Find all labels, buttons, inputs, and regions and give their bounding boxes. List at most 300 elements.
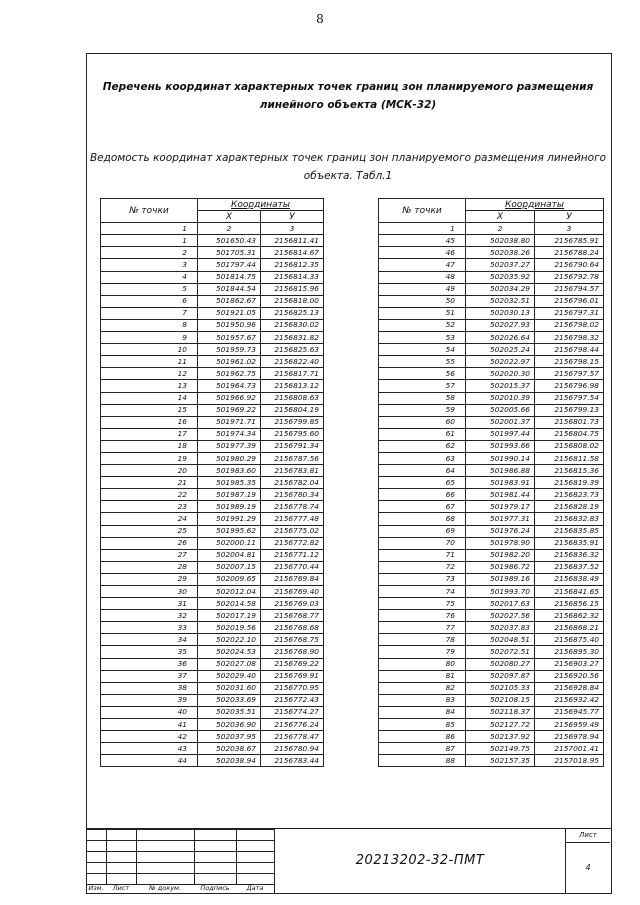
header-x: Х: [466, 211, 535, 223]
coordinates-table-right: [378, 198, 604, 767]
header-col-2: 2: [198, 223, 261, 235]
y-coordinate-cell: 2156804.19: [261, 404, 324, 416]
x-coordinate-cell: 502035.51: [198, 706, 261, 718]
y-coordinate-cell: 2156790.64: [535, 259, 604, 271]
y-coordinate-cell: 2156817.71: [261, 368, 324, 380]
header-col-1: 1: [101, 223, 198, 235]
table-row: [101, 755, 324, 767]
y-coordinate-cell: 2156868.21: [535, 622, 604, 634]
table-row: [101, 295, 324, 307]
point-number-cell: 63: [379, 452, 466, 464]
table-row: [379, 646, 604, 658]
point-number-cell: 69: [379, 525, 466, 537]
y-coordinate-cell: 2156815.96: [261, 283, 324, 295]
table-row: [379, 731, 604, 743]
x-coordinate-cell: 502127.72: [466, 719, 535, 731]
title-block-grid: [86, 829, 275, 885]
y-coordinate-cell: 2156862.32: [535, 610, 604, 622]
x-coordinate-cell: 502009.65: [198, 573, 261, 585]
table-row: [379, 525, 604, 537]
point-number-cell: 24: [101, 513, 198, 525]
coordinates-table-left: [100, 198, 324, 767]
table-row: [379, 549, 604, 561]
point-number-cell: 17: [101, 428, 198, 440]
y-coordinate-cell: 2156769.91: [261, 670, 324, 682]
table-row: [379, 561, 604, 573]
x-coordinate-cell: 502027.56: [466, 610, 535, 622]
table-row: [101, 622, 324, 634]
table-row: [379, 573, 604, 585]
point-number-cell: 25: [101, 525, 198, 537]
x-coordinate-cell: 502022.10: [198, 634, 261, 646]
y-coordinate-cell: 2156796.98: [535, 380, 604, 392]
table-row: [379, 586, 604, 598]
table-row: [101, 465, 324, 477]
point-number-cell: 76: [379, 610, 466, 622]
y-coordinate-cell: 2156811.58: [535, 452, 604, 464]
x-coordinate-cell: 501966.92: [198, 392, 261, 404]
table-row: [101, 573, 324, 585]
point-number-cell: 46: [379, 247, 466, 259]
x-coordinate-cell: 502048.51: [466, 634, 535, 646]
table-row: [101, 259, 324, 271]
point-number-cell: 21: [101, 477, 198, 489]
x-coordinate-cell: 501982.20: [466, 549, 535, 561]
point-number-cell: 37: [101, 670, 198, 682]
y-coordinate-cell: 2156768.90: [261, 646, 324, 658]
point-number-cell: 45: [379, 235, 466, 247]
point-number-cell: 49: [379, 283, 466, 295]
point-number-cell: 85: [379, 719, 466, 731]
header-col-3: 3: [535, 223, 604, 235]
table-row: [101, 731, 324, 743]
x-coordinate-cell: 501862.67: [198, 295, 261, 307]
y-coordinate-cell: 2157001.41: [535, 743, 604, 755]
table-row: [101, 586, 324, 598]
table-row: [101, 332, 324, 344]
x-coordinate-cell: 501971.71: [198, 416, 261, 428]
table-row: [379, 440, 604, 452]
point-number-cell: 33: [101, 622, 198, 634]
point-number-cell: 10: [101, 344, 198, 356]
y-coordinate-cell: 2156798.02: [535, 319, 604, 331]
table-row: [101, 646, 324, 658]
point-number-cell: 27: [101, 549, 198, 561]
point-number-cell: 68: [379, 513, 466, 525]
y-coordinate-cell: 2156814.67: [261, 247, 324, 259]
y-coordinate-cell: 2156776.24: [261, 719, 324, 731]
point-number-cell: 87: [379, 743, 466, 755]
point-number-cell: 31: [101, 598, 198, 610]
x-coordinate-cell: 502004.81: [198, 549, 261, 561]
point-number-cell: 66: [379, 489, 466, 501]
y-coordinate-cell: 2156808.02: [535, 440, 604, 452]
x-coordinate-cell: 501961.02: [198, 356, 261, 368]
x-coordinate-cell: 502001.37: [466, 416, 535, 428]
point-number-cell: 67: [379, 501, 466, 513]
point-number-cell: 3: [101, 259, 198, 271]
point-number-cell: 8: [101, 319, 198, 331]
point-number-cell: 59: [379, 404, 466, 416]
x-coordinate-cell: 502033.69: [198, 694, 261, 706]
point-number-cell: 83: [379, 694, 466, 706]
x-coordinate-cell: 501986.88: [466, 465, 535, 477]
table-row: [379, 332, 604, 344]
y-coordinate-cell: 2156812.35: [261, 259, 324, 271]
table-row: [379, 319, 604, 331]
x-coordinate-cell: 502032.51: [466, 295, 535, 307]
point-number-cell: 78: [379, 634, 466, 646]
x-coordinate-cell: 501959.73: [198, 344, 261, 356]
point-number-cell: 70: [379, 537, 466, 549]
y-coordinate-cell: 2156783.44: [261, 755, 324, 767]
x-coordinate-cell: 501969.22: [198, 404, 261, 416]
point-number-cell: 57: [379, 380, 466, 392]
table-row: [379, 537, 604, 549]
x-coordinate-cell: 502017.63: [466, 598, 535, 610]
y-coordinate-cell: 2156768.75: [261, 634, 324, 646]
y-coordinate-cell: 2156841.65: [535, 586, 604, 598]
x-coordinate-cell: 501974.34: [198, 428, 261, 440]
table-row: [379, 610, 604, 622]
point-number-cell: 48: [379, 271, 466, 283]
y-coordinate-cell: 2156959.49: [535, 719, 604, 731]
table-row: [379, 706, 604, 718]
table-row: [101, 380, 324, 392]
y-coordinate-cell: 2156783.81: [261, 465, 324, 477]
table-row: [101, 344, 324, 356]
table-row: [379, 501, 604, 513]
y-coordinate-cell: 2156932.42: [535, 694, 604, 706]
y-coordinate-cell: 2156813.12: [261, 380, 324, 392]
point-number-cell: 28: [101, 561, 198, 573]
header-point-no: № точки: [101, 199, 198, 223]
y-coordinate-cell: 2156768.68: [261, 622, 324, 634]
table-row: [101, 719, 324, 731]
table-row: [379, 477, 604, 489]
y-coordinate-cell: 2156811.41: [261, 235, 324, 247]
y-coordinate-cell: 2156771.12: [261, 549, 324, 561]
x-coordinate-cell: 502037.83: [466, 622, 535, 634]
table-row: [379, 356, 604, 368]
x-coordinate-cell: 501989.16: [466, 573, 535, 585]
x-coordinate-cell: 501977.39: [198, 440, 261, 452]
point-number-cell: 42: [101, 731, 198, 743]
header-coordinates: Координаты: [466, 199, 604, 211]
point-number-cell: 29: [101, 573, 198, 585]
page-number: 8: [316, 12, 324, 26]
header-col-2: 2: [466, 223, 535, 235]
table-row: [379, 283, 604, 295]
y-coordinate-cell: 2156835.91: [535, 537, 604, 549]
table-row: [101, 416, 324, 428]
point-number-cell: 50: [379, 295, 466, 307]
table-row: [101, 319, 324, 331]
sheet-number: 4: [585, 863, 591, 872]
x-coordinate-cell: 502031.60: [198, 682, 261, 694]
x-coordinate-cell: 501980.29: [198, 452, 261, 464]
point-number-cell: 12: [101, 368, 198, 380]
point-number-cell: 51: [379, 307, 466, 319]
y-coordinate-cell: 2156832.83: [535, 513, 604, 525]
point-number-cell: 61: [379, 428, 466, 440]
x-coordinate-cell: 502025.24: [466, 344, 535, 356]
x-coordinate-cell: 502005.66: [466, 404, 535, 416]
table-row: [379, 428, 604, 440]
table-row: [101, 356, 324, 368]
y-coordinate-cell: 2156792.78: [535, 271, 604, 283]
y-coordinate-cell: 2156798.32: [535, 332, 604, 344]
x-coordinate-cell: 502010.39: [466, 392, 535, 404]
y-coordinate-cell: 2156769.22: [261, 658, 324, 670]
x-coordinate-cell: 501978.90: [466, 537, 535, 549]
x-coordinate-cell: 502019.56: [198, 622, 261, 634]
x-coordinate-cell: 501977.31: [466, 513, 535, 525]
y-coordinate-cell: 2156818.00: [261, 295, 324, 307]
table-row: [101, 477, 324, 489]
y-coordinate-cell: 2156804.75: [535, 428, 604, 440]
table-row: [101, 561, 324, 573]
point-number-cell: 23: [101, 501, 198, 513]
document-title: Перечень координат характерных точек границ зон планируемого размещения линейного объекта (МСК-32): [102, 81, 594, 111]
y-coordinate-cell: 2156780.34: [261, 489, 324, 501]
y-coordinate-cell: 2156788.24: [535, 247, 604, 259]
y-coordinate-cell: 2156772.43: [261, 694, 324, 706]
x-coordinate-cell: 502038.26: [466, 247, 535, 259]
table-row: [379, 307, 604, 319]
table-row: [379, 380, 604, 392]
point-number-cell: 82: [379, 682, 466, 694]
point-number-cell: 14: [101, 392, 198, 404]
y-coordinate-cell: 2156798.15: [535, 356, 604, 368]
x-coordinate-cell: 502108.15: [466, 694, 535, 706]
x-coordinate-cell: 502097.87: [466, 670, 535, 682]
point-number-cell: 88: [379, 755, 466, 767]
x-coordinate-cell: 502036.90: [198, 719, 261, 731]
y-coordinate-cell: 2156769.03: [261, 598, 324, 610]
table-row: [379, 392, 604, 404]
x-coordinate-cell: 501985.35: [198, 477, 261, 489]
y-coordinate-cell: 2156928.84: [535, 682, 604, 694]
y-coordinate-cell: 2156945.77: [535, 706, 604, 718]
point-number-cell: 15: [101, 404, 198, 416]
point-number-cell: 53: [379, 332, 466, 344]
y-coordinate-cell: 2156778.74: [261, 501, 324, 513]
label-date: Дата: [246, 884, 264, 892]
y-coordinate-cell: 2156875.40: [535, 634, 604, 646]
point-number-cell: 80: [379, 658, 466, 670]
x-coordinate-cell: 502024.53: [198, 646, 261, 658]
table-row: [379, 295, 604, 307]
header-y: У: [261, 211, 324, 223]
x-coordinate-cell: 502037.27: [466, 259, 535, 271]
point-number-cell: 5: [101, 283, 198, 295]
point-number-cell: 7: [101, 307, 198, 319]
x-coordinate-cell: 502105.33: [466, 682, 535, 694]
table-row: [101, 537, 324, 549]
x-coordinate-cell: 502030.13: [466, 307, 535, 319]
table-row: [379, 658, 604, 670]
y-coordinate-cell: 2156823.73: [535, 489, 604, 501]
point-number-cell: 58: [379, 392, 466, 404]
table-row: [379, 235, 604, 247]
point-number-cell: 71: [379, 549, 466, 561]
y-coordinate-cell: 2156797.54: [535, 392, 604, 404]
y-coordinate-cell: 2156822.40: [261, 356, 324, 368]
y-coordinate-cell: 2156814.33: [261, 271, 324, 283]
x-coordinate-cell: 502072.51: [466, 646, 535, 658]
y-coordinate-cell: 2156825.63: [261, 344, 324, 356]
table-row: [101, 283, 324, 295]
x-coordinate-cell: 502038.94: [198, 755, 261, 767]
y-coordinate-cell: 2156796.01: [535, 295, 604, 307]
table-row: [379, 452, 604, 464]
table-row: [101, 247, 324, 259]
table-row: [101, 501, 324, 513]
y-coordinate-cell: 2156895.30: [535, 646, 604, 658]
table-row: [379, 404, 604, 416]
x-coordinate-cell: 501705.31: [198, 247, 261, 259]
sheet-label: Лист: [566, 829, 610, 843]
point-number-cell: 30: [101, 586, 198, 598]
x-coordinate-cell: 501983.60: [198, 465, 261, 477]
table-row: [379, 513, 604, 525]
point-number-cell: 75: [379, 598, 466, 610]
y-coordinate-cell: 2156819.39: [535, 477, 604, 489]
table-row: [101, 525, 324, 537]
y-coordinate-cell: 2156782.04: [261, 477, 324, 489]
table-row: [379, 368, 604, 380]
table-row: [379, 259, 604, 271]
point-number-cell: 2: [101, 247, 198, 259]
table-row: [379, 247, 604, 259]
table-row: [379, 682, 604, 694]
point-number-cell: 41: [101, 719, 198, 731]
point-number-cell: 84: [379, 706, 466, 718]
point-number-cell: 13: [101, 380, 198, 392]
table-row: [379, 344, 604, 356]
x-coordinate-cell: 502080.27: [466, 658, 535, 670]
label-revision: Изм.: [88, 884, 104, 892]
y-coordinate-cell: 2156770.44: [261, 561, 324, 573]
point-number-cell: 55: [379, 356, 466, 368]
point-number-cell: 36: [101, 658, 198, 670]
y-coordinate-cell: 2156791.34: [261, 440, 324, 452]
table-row: [101, 307, 324, 319]
y-coordinate-cell: 2156778.47: [261, 731, 324, 743]
y-coordinate-cell: 2156770.95: [261, 682, 324, 694]
x-coordinate-cell: 502034.29: [466, 283, 535, 295]
label-doc-number: № докум.: [148, 884, 182, 892]
table-row: [101, 682, 324, 694]
x-coordinate-cell: 501981.44: [466, 489, 535, 501]
header-y: У: [535, 211, 604, 223]
table-row: [101, 428, 324, 440]
y-coordinate-cell: 2156785.91: [535, 235, 604, 247]
x-coordinate-cell: 501997.44: [466, 428, 535, 440]
x-coordinate-cell: 501844.54: [198, 283, 261, 295]
point-number-cell: 65: [379, 477, 466, 489]
x-coordinate-cell: 502007.15: [198, 561, 261, 573]
table-row: [379, 719, 604, 731]
y-coordinate-cell: 2156825.13: [261, 307, 324, 319]
table-row: [101, 658, 324, 670]
point-number-cell: 38: [101, 682, 198, 694]
point-number-cell: 77: [379, 622, 466, 634]
y-coordinate-cell: 2156794.57: [535, 283, 604, 295]
point-number-cell: 32: [101, 610, 198, 622]
x-coordinate-cell: 502012.04: [198, 586, 261, 598]
y-coordinate-cell: 2156838.49: [535, 573, 604, 585]
x-coordinate-cell: 502017.19: [198, 610, 261, 622]
table-row: [379, 622, 604, 634]
y-coordinate-cell: 2156828.19: [535, 501, 604, 513]
table-row: [379, 634, 604, 646]
x-coordinate-cell: 501991.29: [198, 513, 261, 525]
x-coordinate-cell: 501986.72: [466, 561, 535, 573]
table-row: [101, 440, 324, 452]
y-coordinate-cell: 2156836.32: [535, 549, 604, 561]
header-col-1: 1: [379, 223, 466, 235]
header-x: Х: [198, 211, 261, 223]
y-coordinate-cell: 2156808.63: [261, 392, 324, 404]
document-code: 20213202-32-ПМТ: [274, 829, 566, 893]
y-coordinate-cell: 2156978.94: [535, 731, 604, 743]
point-number-cell: 47: [379, 259, 466, 271]
header-coordinates: Координаты: [198, 199, 324, 211]
table-row: [101, 404, 324, 416]
y-coordinate-cell: 2156799.85: [261, 416, 324, 428]
y-coordinate-cell: 2156772.82: [261, 537, 324, 549]
label-sheet: Лист: [112, 884, 130, 892]
table-caption: Ведомость координат характерных точек границ зон планируемого размещения линейного объекта. Табл.1: [89, 152, 607, 182]
table-row: [101, 235, 324, 247]
point-number-cell: 56: [379, 368, 466, 380]
point-number-cell: 4: [101, 271, 198, 283]
point-number-cell: 86: [379, 731, 466, 743]
table-row: [101, 549, 324, 561]
y-coordinate-cell: 2156775.02: [261, 525, 324, 537]
label-signature: Подпись: [200, 884, 230, 892]
table-row: [101, 271, 324, 283]
point-number-cell: 74: [379, 586, 466, 598]
y-coordinate-cell: 2156830.02: [261, 319, 324, 331]
x-coordinate-cell: 501964.73: [198, 380, 261, 392]
table-row: [379, 416, 604, 428]
title-block: [86, 828, 612, 894]
y-coordinate-cell: 2156787.56: [261, 452, 324, 464]
x-coordinate-cell: 501979.17: [466, 501, 535, 513]
point-number-cell: 1: [101, 235, 198, 247]
x-coordinate-cell: 501976.24: [466, 525, 535, 537]
table-row: [101, 694, 324, 706]
table-row: [101, 392, 324, 404]
point-number-cell: 35: [101, 646, 198, 658]
y-coordinate-cell: 2156780.94: [261, 743, 324, 755]
table-row: [379, 598, 604, 610]
x-coordinate-cell: 501989.19: [198, 501, 261, 513]
x-coordinate-cell: 501957.67: [198, 332, 261, 344]
x-coordinate-cell: 502027.93: [466, 319, 535, 331]
x-coordinate-cell: 502137.92: [466, 731, 535, 743]
x-coordinate-cell: 502022.97: [466, 356, 535, 368]
x-coordinate-cell: 501921.05: [198, 307, 261, 319]
point-number-cell: 54: [379, 344, 466, 356]
y-coordinate-cell: 2156856.15: [535, 598, 604, 610]
x-coordinate-cell: 502026.64: [466, 332, 535, 344]
table-row: [379, 489, 604, 501]
y-coordinate-cell: 2156831.82: [261, 332, 324, 344]
